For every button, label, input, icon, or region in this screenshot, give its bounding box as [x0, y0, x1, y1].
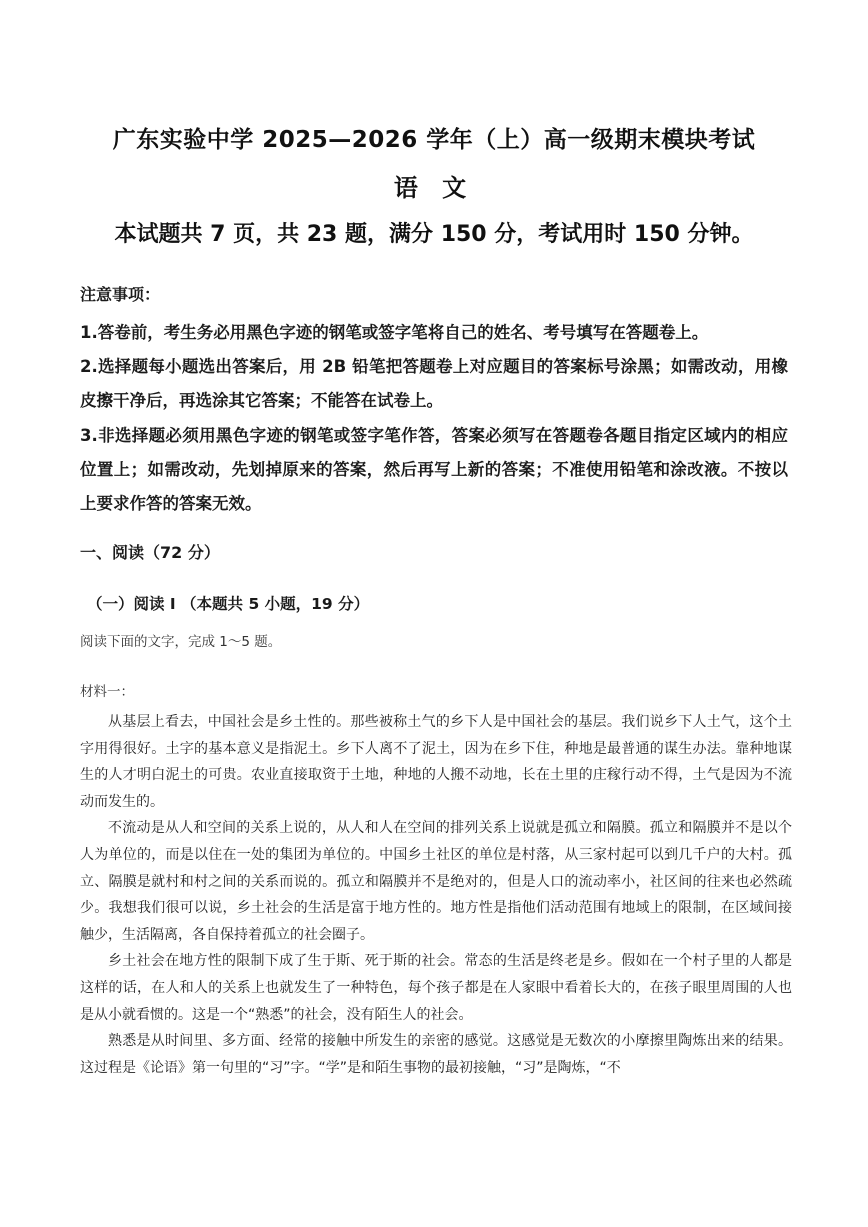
notice-item: 1.答卷前，考生务必用黑色字迹的钢笔或签字笔将自己的姓名、考号填写在答题卷上。: [80, 323, 709, 342]
notice-item: 2.选择题每小题选出答案后，用 2B 铅笔把答题卷上对应题目的答案标号涂黑；如需改动，用橡皮擦干净后，再选涂其它答案；不能答在试卷上。: [80, 357, 788, 411]
exam-info: 本试题共 7 页，共 23 题，满分 150 分，考试用时 150 分钟。: [114, 222, 754, 247]
material-label: 材料一：: [80, 684, 134, 700]
notice-heading: 注意事项：: [80, 285, 161, 304]
exam-title: 广东实验中学 2025—2026 学年（上）高一级期末模块考试: [112, 127, 756, 153]
subsection-heading: （一）阅读 I （本题共 5 小题，19 分）: [87, 595, 370, 613]
reading-instruction: 阅读下面的文字，完成 1～5 题。: [80, 634, 282, 650]
notice-item: 3.非选择题必须用黑色字迹的钢笔或签字笔作答，答案必须写在答题卷各题目指定区域内的相应位置上；如需改动，先划掉原来的答案，然后再写上新的答案；不准使用铅笔和涂改液。不按以上要求作答的答案无效。: [80, 425, 788, 514]
passage-paragraph: 从基层上看去，中国社会是乡土性的。那些被称土气的乡下人是中国社会的基层。我们说乡下人土气，这个土字用得很好。土字的基本意义是指泥土。乡下人离不了泥土，因为在乡下住，种地是最普通的谋生办法。靠种地谋生的人才明白泥土的可贵。农业直接取资于土地，种地的人搬不动地，长在土里的庄稼行动不得，土气是因为不流动而发生的。: [80, 714, 792, 810]
notice-list: [80, 316, 788, 521]
passage-paragraph: 乡土社会在地方性的限制下成了生于斯、死于斯的社会。常态的生活是终老是乡。假如在一个村子里的人都是这样的话，在人和人的关系上也就发生了一种特色，每个孩子都是在人家眼中看着长大的，在孩子眼里周围的人也是从小就看惯的。这是一个“熟悉”的社会，没有陌生人的社会。: [80, 953, 792, 1023]
passage-paragraph: 熟悉是从时间里、多方面、经常的接触中所发生的亲密的感觉。这感觉是无数次的小摩擦里陶炼出来的结果。这过程是《论语》第一句里的“习”字。“学”是和陌生事物的最初接触，“习”是陶炼，“不: [80, 1033, 792, 1076]
subject-title: 语 文: [393, 174, 475, 202]
section-heading: 一、阅读（72 分）: [80, 543, 220, 562]
passage-paragraph: 不流动是从人和空间的关系上说的，从人和人在空间的排列关系上说就是孤立和隔膜。孤立和隔膜并不是以个人为单位的，而是以住在一处的集团为单位的。中国乡土社区的单位是村落，从三家村起可以到几千户的大村。孤立、隔膜是就村和村之间的关系而说的。孤立和隔膜并不是绝对的，但是人口的流动率小，社区间的往来也必然疏少。我想我们很可以说，乡土社会的生活是富于地方性的。地方性是指他们活动范围有地域上的限制，在区域间接触少，生活隔离，各自保持着孤立的社会圈子。: [80, 820, 792, 943]
passage-body: [80, 709, 792, 1081]
